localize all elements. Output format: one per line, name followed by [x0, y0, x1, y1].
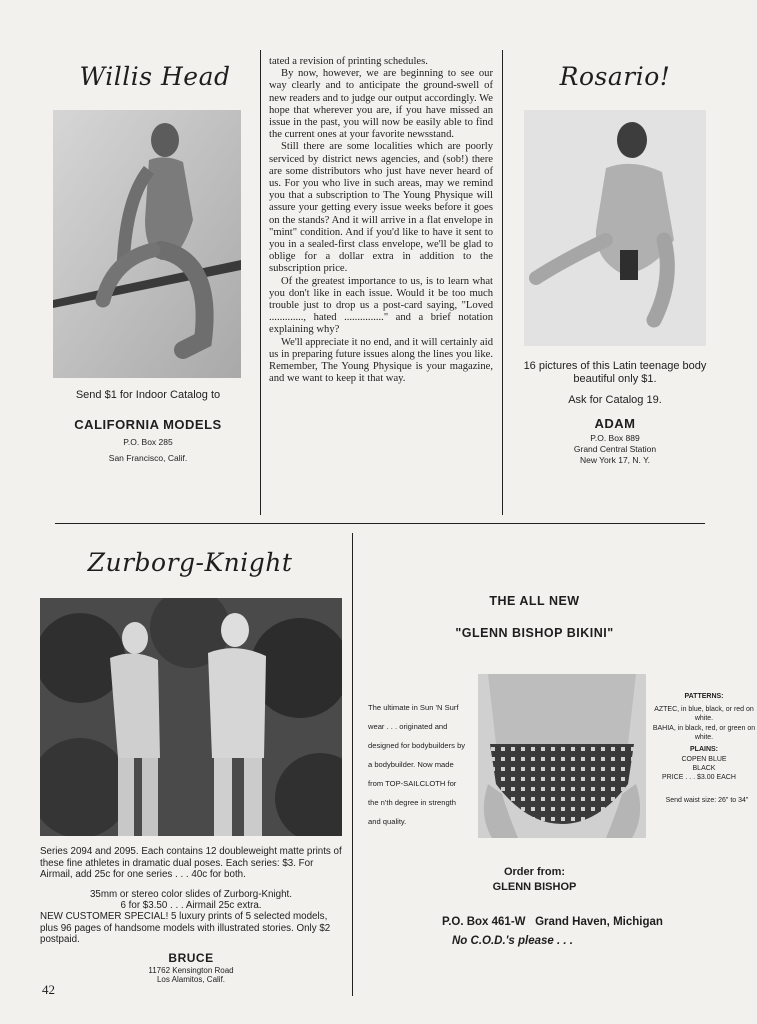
editorial-paragraph: tated a revision of printing schedules.: [269, 56, 428, 67]
editorial-text: [269, 56, 493, 385]
willis-send-line: Send $1 for Indoor Catalog to: [75, 389, 221, 401]
willis-head-photo: [53, 110, 241, 378]
zurborg-text-3: 6 for $3.50 . . . Airmail 25c extra.: [120, 900, 262, 911]
glenn-patterns-label: PATTERNS:: [684, 693, 724, 700]
willis-company: CALIFORNIA MODELS: [74, 417, 222, 432]
glenn-plains-label: PLAINS:: [690, 746, 718, 753]
zurborg-text-2: 35mm or stereo color slides of Zurborg-Knight.: [89, 889, 292, 900]
glenn-plains: COPEN BLUE BLACK: [681, 756, 727, 772]
horizontal-divider: [55, 523, 705, 524]
glenn-patterns-1: AZTEC, in blue, black, or red on white.: [654, 706, 754, 722]
glenn-bikini-photo: [478, 674, 646, 838]
glenn-headline-1: THE ALL NEW: [489, 594, 580, 608]
rosario-station: Grand Central Station: [573, 444, 657, 454]
glenn-desc: The ultimate in Sun 'N Surf wear . . . originated and designed for bodybuilders by a bodybuilder. Now made from TOP-SAILCLOTH for the n'th degree in strength and quality.: [368, 703, 466, 826]
glenn-no-cod: No C.O.D.'s please . . .: [452, 935, 573, 947]
zurborg-street: 11762 Kensington Road: [148, 966, 234, 975]
zurborg-knight-photo: [40, 598, 342, 836]
editorial-paragraph: Still there are some localities which are poorly serviced by district news agencies, and (sob!) there are some distributors who just have never heard of us. For you who live in such areas, may we remind you that a subscription to The Young Physique will assure your getting every issue weeks before it goes on the stands? And it will arrive in a flat envelope in "mint" condition. And if you'd like to have it sent to you in a sealed-first class envelope, we'll be glad to oblige for a dollar extra in addition to the subscription price.: [269, 141, 493, 275]
glenn-order-from: Order from:: [503, 866, 566, 878]
column-divider-left: [260, 50, 261, 515]
glenn-company: GLENN BISHOP: [492, 881, 577, 893]
willis-city: San Francisco, Calif.: [108, 453, 188, 463]
glenn-patterns-2: BAHIA, in black, red, or green on white.: [652, 725, 756, 741]
glenn-price: PRICE . . . $3.00 EACH: [662, 774, 736, 781]
willis-head-title: Willis Head: [79, 62, 231, 91]
zurborg-knight-title: Zurborg-Knight: [87, 548, 293, 577]
rosario-ask: Ask for Catalog 19.: [568, 394, 662, 406]
zurborg-city: Los Alamitos, Calif.: [156, 975, 226, 984]
column-divider-bottom: [352, 533, 353, 996]
rosario-city: New York 17, N. Y.: [579, 455, 651, 465]
rosario-box: P.O. Box 889: [590, 433, 640, 443]
zurborg-company: BRUCE: [168, 951, 214, 965]
willis-box: P.O. Box 285: [123, 437, 173, 447]
rosario-title: Rosario!: [559, 62, 671, 91]
editorial-paragraph: We'll appreciate it no end, and it will certainly aid us in preparing future issues along the lines you like. Remember, The Young Physique is your magazine, and we want to keep it that way.: [269, 336, 493, 385]
column-divider-right: [502, 50, 503, 515]
zurborg-text-1: Series 2094 and 2095. Each contains 12 doubleweight matte prints of these fine athletes in dramatic dual poses. Each series: $3. For Airmail, add 25c for one series . . . 40c for both.: [40, 846, 342, 880]
editorial-paragraph: Of the greatest importance to us, is to learn what you don't like in each issue. Would it be too much trouble just to drop us a post-card saying, "Loved ............., hated ..............." and a brief notation explaining why?: [269, 275, 493, 336]
glenn-waist: Send waist size: 26" to 34": [665, 797, 749, 804]
rosario-photo: [524, 110, 706, 346]
rosario-company: ADAM: [594, 416, 636, 431]
zurborg-text-4: NEW CUSTOMER SPECIAL! 5 luxury prints of 5 selected models, plus 96 pages of handsome models with illustrated stories. Only $2 postpaid.: [40, 911, 331, 945]
rosario-desc: 16 pictures of this Latin teenage body beautiful only $1.: [523, 360, 707, 385]
glenn-address: P.O. Box 461-W Grand Haven, Michigan: [442, 916, 663, 928]
editorial-paragraph: By now, however, we are beginning to see our way clearly and to anticipate the ground-swell of new readers and to judge our output accordingly. We hope that wherever you are, if you have missed an issue in the past, you will now be easily able to find the current ones at your favorite newsstand.: [269, 68, 493, 141]
glenn-headline-2: "GLENN BISHOP BIKINI": [455, 626, 614, 640]
page-number: 42: [42, 982, 55, 997]
